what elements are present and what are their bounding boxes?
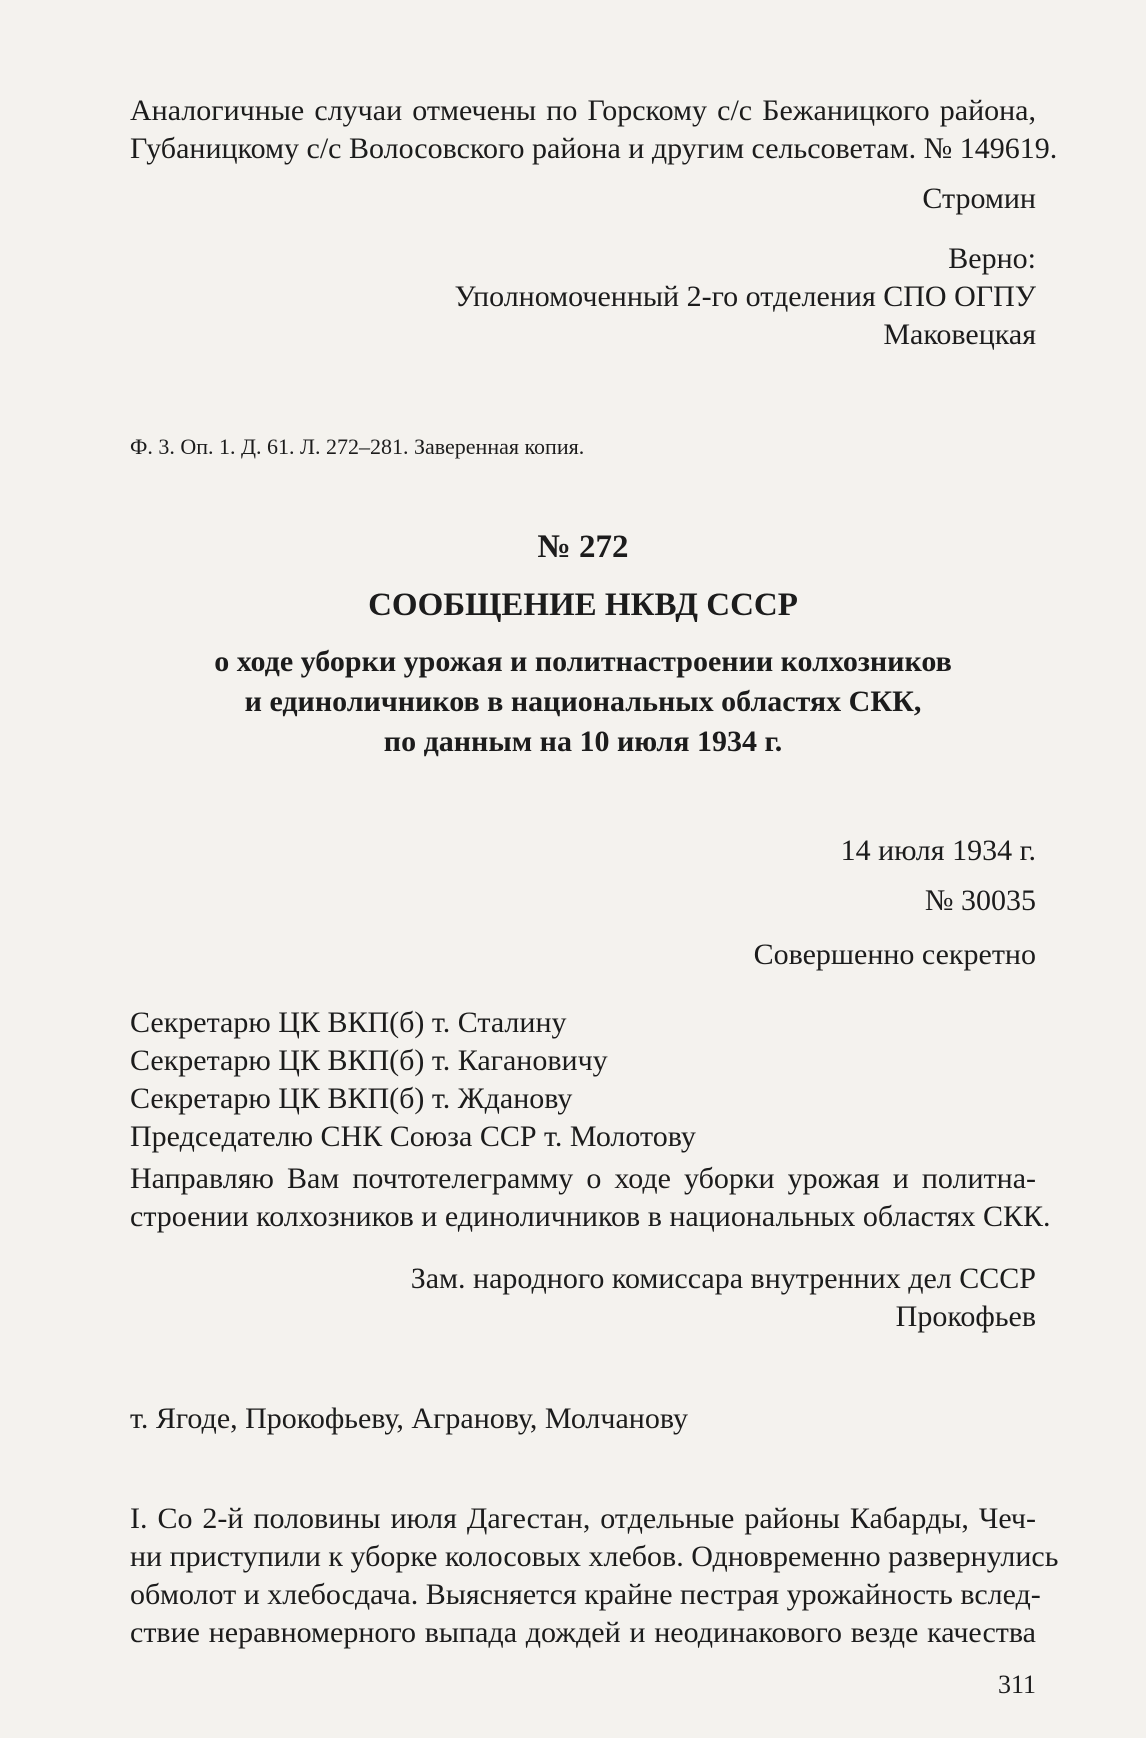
recipient: Секретарю ЦК ВКП(б) т. Сталину: [130, 1006, 567, 1039]
text-line: ни приступили к уборке колосовых хлебов. Одновременно развернулись: [130, 1540, 1059, 1573]
text-line: строении колхозников и единоличников в национальных областях СКК.: [130, 1200, 1051, 1233]
certified-position: Уполномоченный 2-го отделения СПО ОГПУ: [454, 280, 1036, 313]
body-paragraph: [130, 1500, 1059, 1652]
signer-name: Прокофьев: [895, 1300, 1036, 1333]
document-title: СООБЩЕНИЕ НКВД СССР: [368, 587, 798, 623]
page-number: 311: [997, 1670, 1036, 1699]
distribution-list: т. Ягоде, Прокофьеву, Агранову, Молчанову: [130, 1402, 689, 1435]
text-line: ствие неравномерного выпада дождей и неодинакового везде качества: [130, 1616, 1036, 1649]
certified-label: Верно:: [948, 242, 1036, 275]
text-line: Аналогичные случаи отмечены по Горскому с/с Бежаницкого района,: [130, 94, 1036, 127]
recipients-list: [130, 1004, 1036, 1156]
document-number: № 272: [537, 529, 629, 565]
top-paragraph: [130, 92, 1058, 168]
recipient: Секретарю ЦК ВКП(б) т. Кагановичу: [130, 1044, 608, 1077]
subtitle-line: по данным на 10 июля 1934 г.: [383, 725, 783, 758]
document-date: 14 июля 1934 г.: [840, 834, 1036, 867]
cover-letter: [130, 1160, 1051, 1236]
document-reg-number: № 30035: [924, 884, 1036, 917]
recipient: Председателю СНК Союза ССР т. Молотову: [130, 1120, 696, 1153]
certified-name: Маковецкая: [883, 318, 1036, 351]
subtitle-line: о ходе уборки урожая и политнастроении колхозников: [214, 645, 952, 678]
text-line: Направляю Вам почтотелеграмму о ходе уборки урожая и политна-: [130, 1162, 1036, 1195]
signer-position: Зам. народного комиссара внутренних дел СССР: [410, 1262, 1036, 1295]
signer-block: [130, 1260, 1036, 1336]
subtitle-line: и единоличников в национальных областях СКК,: [244, 685, 922, 718]
text-line: обмолот и хлебосдача. Выясняется крайне пестрая урожайность вслед-: [130, 1578, 1041, 1611]
certification-block: [130, 240, 1036, 354]
recipient: Секретарю ЦК ВКП(б) т. Жданову: [130, 1082, 573, 1115]
text-line: I. Со 2-й половины июля Дагестан, отдельные районы Кабарды, Чеч-: [130, 1502, 1036, 1535]
document-subtitle: [130, 642, 1036, 762]
signature-stromin: Стромин: [922, 182, 1036, 215]
text-line: Губаницкому с/с Волосовского района и другим сельсоветам. № 149619.: [130, 132, 1058, 165]
classification: Совершенно секретно: [753, 938, 1036, 971]
archive-reference: Ф. 3. Оп. 1. Д. 61. Л. 272–281. Заверенная копия.: [130, 434, 585, 459]
